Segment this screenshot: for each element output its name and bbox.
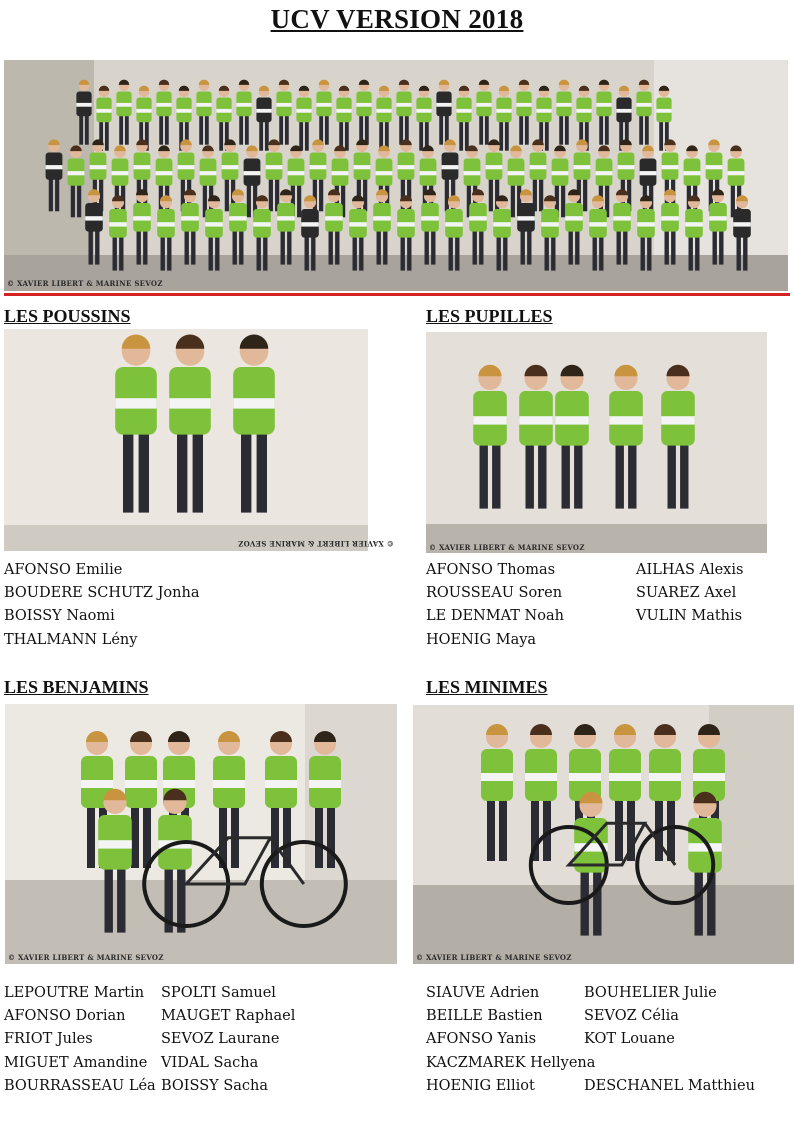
benjamins-names-col1	[4, 982, 156, 1098]
rider-name: VULIN Mathis	[636, 608, 743, 625]
pupilles-photo	[426, 332, 767, 553]
rider-name: SIAUVE Adrien	[426, 985, 540, 1001]
team-group-photo	[4, 60, 788, 291]
rider-name: ROUSSEAU Soren	[426, 585, 563, 602]
page-title: UCV VERSION 2018	[270, 4, 524, 34]
minimes-names-col2	[584, 982, 755, 1098]
photo-credit: © XAVIER LIBERT & MARINE SEVOZ	[7, 279, 163, 288]
poussins-photo	[4, 329, 394, 551]
minimes-names-col1	[426, 982, 595, 1098]
rider-name: BOURRASSEAU Léa	[4, 1077, 156, 1094]
rider-name: LE DENMAT Noah	[426, 608, 564, 625]
rider-name: HOENIG Elliot	[426, 1077, 535, 1094]
rider-name: HOENIG Maya	[426, 631, 537, 648]
divider-line	[4, 293, 790, 296]
benjamins-names-col2	[161, 982, 295, 1098]
pupilles-names-col2	[636, 559, 743, 629]
section-heading-poussins: LES POUSSINS	[4, 306, 131, 326]
photo-credit: © XAVIER LIBERT & MARINE SEVOZ	[238, 539, 394, 548]
rider-name: AFONSO Yanis	[426, 1031, 537, 1048]
rider-name: THALMANN Lény	[4, 631, 138, 648]
rider-name: AFONSO Thomas	[426, 562, 556, 578]
benjamins-photo	[5, 704, 397, 964]
rider-name: FRIOT Jules	[4, 1031, 93, 1048]
rider-name: VIDAL Sacha	[161, 1054, 259, 1071]
rider-name: SEVOZ Célia	[584, 1008, 679, 1025]
rider-name: BOISSY Naomi	[4, 608, 115, 625]
rider-name: DESCHANEL Matthieu	[584, 1077, 755, 1094]
rider-name: SPOLTI Samuel	[161, 985, 276, 1001]
rider-name: BOUHELIER Julie	[584, 985, 717, 1001]
rider-name: SUAREZ Axel	[636, 585, 737, 602]
rider-name: BOISSY Sacha	[161, 1077, 269, 1094]
rider-name: BOUDERE SCHUTZ Jonha	[4, 585, 200, 602]
section-heading-benjamins: LES BENJAMINS	[4, 677, 149, 697]
rider-name: LEPOUTRE Martin	[4, 985, 145, 1001]
minimes-photo	[413, 705, 794, 964]
photo-credit: © XAVIER LIBERT & MARINE SEVOZ	[416, 953, 572, 962]
rider-name: KOT Louane	[584, 1031, 675, 1048]
rider-name: MIGUET Amandine	[4, 1054, 148, 1071]
rider-name: MAUGET Raphael	[161, 1008, 296, 1025]
rider-name: SEVOZ Laurane	[161, 1031, 280, 1048]
section-heading-pupilles: LES PUPILLES	[426, 306, 553, 326]
section-heading-minimes: LES MINIMES	[426, 677, 548, 697]
photo-credit: © XAVIER LIBERT & MARINE SEVOZ	[8, 953, 164, 962]
poussins-names	[4, 559, 199, 652]
rider-name: KACZMAREK Hellyena	[426, 1054, 596, 1071]
rider-name	[584, 1052, 755, 1075]
rider-name: BEILLE Bastien	[426, 1008, 543, 1025]
photo-credit: © XAVIER LIBERT & MARINE SEVOZ	[429, 543, 585, 552]
rider-name: AFONSO Emilie	[4, 562, 123, 578]
pupilles-names-col1	[426, 559, 564, 652]
rider-name: AILHAS Alexis	[636, 562, 744, 578]
rider-name: AFONSO Dorian	[4, 1008, 126, 1025]
